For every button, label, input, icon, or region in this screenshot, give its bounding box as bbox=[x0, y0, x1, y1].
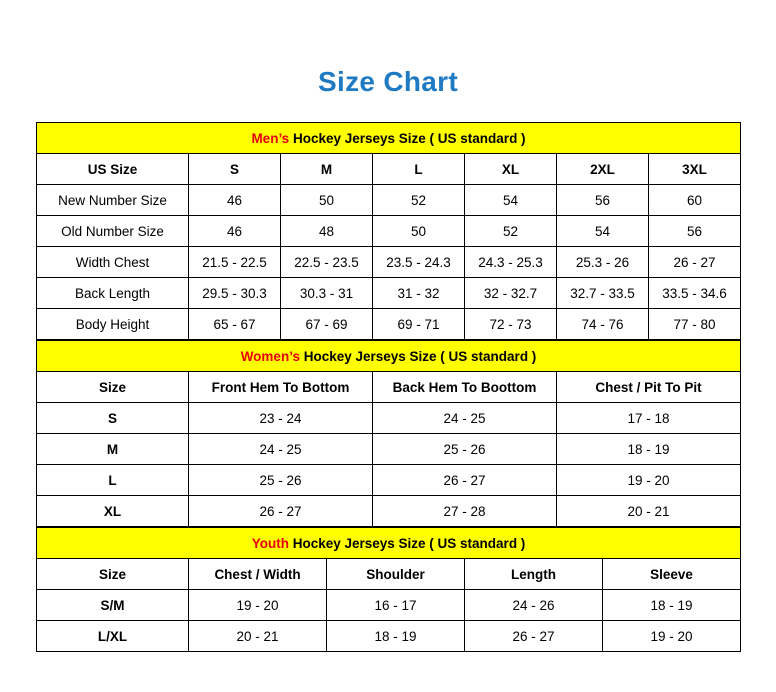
youth-col-0: Size bbox=[37, 559, 189, 590]
mens-row-0-val-0: 46 bbox=[189, 185, 281, 216]
mens-row-1-val-1: 48 bbox=[281, 216, 373, 247]
mens-row-2-val-3: 24.3 - 25.3 bbox=[465, 247, 557, 278]
mens-row-0-val-4: 56 bbox=[557, 185, 649, 216]
mens-row-3-val-4: 32.7 - 33.5 bbox=[557, 278, 649, 309]
youth-size-table bbox=[36, 527, 741, 652]
mens-size-table bbox=[36, 122, 741, 340]
table-header-row bbox=[37, 154, 741, 185]
table-band-row bbox=[37, 528, 741, 559]
youth-band-group: Youth bbox=[251, 535, 293, 551]
youth-row-1-val-1: 18 - 19 bbox=[327, 621, 465, 652]
mens-row-4-val-1: 67 - 69 bbox=[281, 309, 373, 340]
mens-row-1-val-2: 50 bbox=[373, 216, 465, 247]
womens-row-1-val-1: 25 - 26 bbox=[373, 434, 557, 465]
womens-band-group: Women’s bbox=[240, 348, 304, 364]
womens-row-3-val-1: 27 - 28 bbox=[373, 496, 557, 527]
table-row bbox=[37, 590, 741, 621]
womens-row-1-label: M bbox=[37, 434, 189, 465]
mens-row-4-label: Body Height bbox=[37, 309, 189, 340]
womens-row-0-val-2: 17 - 18 bbox=[557, 403, 741, 434]
womens-row-2-val-2: 19 - 20 bbox=[557, 465, 741, 496]
mens-row-3-val-2: 31 - 32 bbox=[373, 278, 465, 309]
womens-row-1-val-2: 18 - 19 bbox=[557, 434, 741, 465]
table-band-row bbox=[37, 341, 741, 372]
mens-row-2-val-5: 26 - 27 bbox=[649, 247, 741, 278]
mens-row-2-val-2: 23.5 - 24.3 bbox=[373, 247, 465, 278]
youth-row-0-val-2: 24 - 26 bbox=[465, 590, 603, 621]
table-row bbox=[37, 278, 741, 309]
mens-row-1-val-3: 52 bbox=[465, 216, 557, 247]
mens-row-1-label: Old Number Size bbox=[37, 216, 189, 247]
womens-col-2: Back Hem To Boottom bbox=[373, 372, 557, 403]
mens-band-group: Men’s bbox=[251, 130, 293, 146]
mens-row-1-val-0: 46 bbox=[189, 216, 281, 247]
table-row bbox=[37, 496, 741, 527]
mens-row-3-val-5: 33.5 - 34.6 bbox=[649, 278, 741, 309]
table-row bbox=[37, 185, 741, 216]
womens-row-0-val-0: 23 - 24 bbox=[189, 403, 373, 434]
youth-row-1-val-2: 26 - 27 bbox=[465, 621, 603, 652]
mens-row-4-val-3: 72 - 73 bbox=[465, 309, 557, 340]
youth-row-1-val-0: 20 - 21 bbox=[189, 621, 327, 652]
mens-col-0: US Size bbox=[37, 154, 189, 185]
mens-row-4-val-2: 69 - 71 bbox=[373, 309, 465, 340]
youth-row-0-val-1: 16 - 17 bbox=[327, 590, 465, 621]
table-band-row bbox=[37, 123, 741, 154]
table-row bbox=[37, 247, 741, 278]
womens-col-1: Front Hem To Bottom bbox=[189, 372, 373, 403]
table-row bbox=[37, 465, 741, 496]
mens-col-6: 3XL bbox=[649, 154, 741, 185]
mens-band bbox=[37, 123, 741, 154]
youth-col-3: Length bbox=[465, 559, 603, 590]
womens-row-3-label: XL bbox=[37, 496, 189, 527]
table-row bbox=[37, 309, 741, 340]
womens-size-table bbox=[36, 340, 741, 527]
womens-row-0-label: S bbox=[37, 403, 189, 434]
womens-row-2-val-1: 26 - 27 bbox=[373, 465, 557, 496]
youth-row-1-val-3: 19 - 20 bbox=[603, 621, 741, 652]
mens-row-0-val-5: 60 bbox=[649, 185, 741, 216]
mens-row-1-val-4: 54 bbox=[557, 216, 649, 247]
mens-row-2-val-1: 22.5 - 23.5 bbox=[281, 247, 373, 278]
youth-band-rest: Hockey Jerseys Size ( US standard ) bbox=[292, 535, 526, 551]
mens-col-2: M bbox=[281, 154, 373, 185]
youth-row-0-val-0: 19 - 20 bbox=[189, 590, 327, 621]
youth-row-0-val-3: 18 - 19 bbox=[603, 590, 741, 621]
womens-band-rest: Hockey Jerseys Size ( US standard ) bbox=[303, 348, 537, 364]
mens-col-3: L bbox=[373, 154, 465, 185]
mens-row-0-val-1: 50 bbox=[281, 185, 373, 216]
womens-row-2-val-0: 25 - 26 bbox=[189, 465, 373, 496]
table-header-row bbox=[37, 559, 741, 590]
mens-band-rest: Hockey Jerseys Size ( US standard ) bbox=[292, 130, 526, 146]
youth-band bbox=[37, 528, 741, 559]
womens-col-0: Size bbox=[37, 372, 189, 403]
mens-row-2-val-4: 25.3 - 26 bbox=[557, 247, 649, 278]
mens-row-3-label: Back Length bbox=[37, 278, 189, 309]
mens-row-3-val-1: 30.3 - 31 bbox=[281, 278, 373, 309]
size-chart-tables bbox=[36, 122, 740, 652]
table-header-row bbox=[37, 372, 741, 403]
womens-row-2-label: L bbox=[37, 465, 189, 496]
mens-row-4-val-0: 65 - 67 bbox=[189, 309, 281, 340]
mens-row-0-val-3: 54 bbox=[465, 185, 557, 216]
table-row bbox=[37, 434, 741, 465]
youth-col-1: Chest / Width bbox=[189, 559, 327, 590]
table-row bbox=[37, 403, 741, 434]
youth-row-1-label: L/XL bbox=[37, 621, 189, 652]
mens-row-4-val-5: 77 - 80 bbox=[649, 309, 741, 340]
mens-row-4-val-4: 74 - 76 bbox=[557, 309, 649, 340]
table-row bbox=[37, 621, 741, 652]
womens-col-3: Chest / Pit To Pit bbox=[557, 372, 741, 403]
mens-col-4: XL bbox=[465, 154, 557, 185]
mens-col-5: 2XL bbox=[557, 154, 649, 185]
mens-row-0-label: New Number Size bbox=[37, 185, 189, 216]
womens-band bbox=[37, 341, 741, 372]
mens-row-0-val-2: 52 bbox=[373, 185, 465, 216]
table-row bbox=[37, 216, 741, 247]
mens-row-3-val-0: 29.5 - 30.3 bbox=[189, 278, 281, 309]
page-title: Size Chart bbox=[318, 66, 458, 97]
mens-col-1: S bbox=[189, 154, 281, 185]
youth-row-0-label: S/M bbox=[37, 590, 189, 621]
womens-row-3-val-2: 20 - 21 bbox=[557, 496, 741, 527]
youth-col-2: Shoulder bbox=[327, 559, 465, 590]
mens-row-1-val-5: 56 bbox=[649, 216, 741, 247]
womens-row-0-val-1: 24 - 25 bbox=[373, 403, 557, 434]
mens-row-2-val-0: 21.5 - 22.5 bbox=[189, 247, 281, 278]
womens-row-1-val-0: 24 - 25 bbox=[189, 434, 373, 465]
mens-row-3-val-3: 32 - 32.7 bbox=[465, 278, 557, 309]
youth-col-4: Sleeve bbox=[603, 559, 741, 590]
womens-row-3-val-0: 26 - 27 bbox=[189, 496, 373, 527]
mens-row-2-label: Width Chest bbox=[37, 247, 189, 278]
